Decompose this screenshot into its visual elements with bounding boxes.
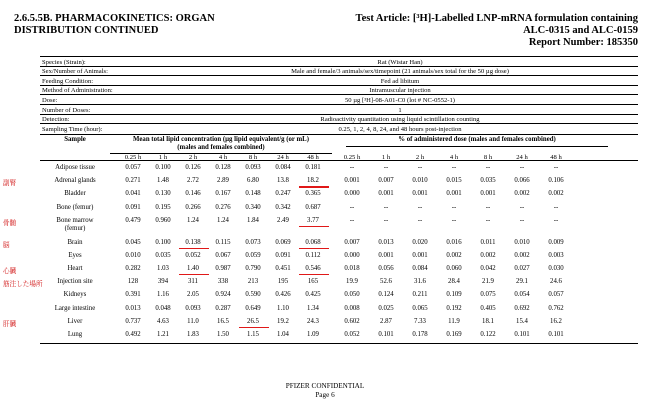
section-title-line2: DISTRIBUTION CONTINUED <box>14 25 159 36</box>
concentration-cell: 0.048 <box>155 304 171 312</box>
concentration-cell: 0.138 <box>185 238 201 246</box>
concentration-cell: 0.425 <box>305 291 321 299</box>
percent-cell: 0.054 <box>514 291 530 299</box>
percent-cell: 0.762 <box>548 304 564 312</box>
study-info-value: Rat (Wistar Han) <box>377 58 423 66</box>
percent-cell: -- <box>417 216 423 224</box>
percent-cell: 0.101 <box>548 331 564 338</box>
percent-cell: 0.001 <box>412 190 428 198</box>
concentration-cell: 0.067 <box>215 251 231 259</box>
percent-cell: 0.015 <box>446 177 462 185</box>
tissue-name: Bone marrow <box>56 216 94 224</box>
concentration-cell: 1.16 <box>157 291 169 299</box>
percent-cell: 0.020 <box>412 238 428 246</box>
concentration-cell: 0.960 <box>155 216 171 224</box>
concentration-cell: 0.041 <box>125 190 141 198</box>
timepoint-header: 1 h <box>158 154 168 161</box>
percent-cell: -- <box>349 216 355 224</box>
study-info-label: Sampling Time (hour): <box>42 125 103 133</box>
concentration-cell: 0.126 <box>185 164 201 171</box>
percent-cell: 0.001 <box>344 177 360 185</box>
percent-cell: 0.178 <box>412 331 428 338</box>
concentration-subheader: (males and females combined) <box>177 144 265 151</box>
percent-cell: 0.018 <box>344 265 360 272</box>
tissue-name: Heart <box>67 265 83 272</box>
timepoint-header: 2 h <box>415 154 425 161</box>
study-info-value: 0.25, 1, 2, 4, 8, 24, and 48 hours post-injection <box>338 125 462 133</box>
percent-cell: 0.109 <box>446 291 462 299</box>
percent-cell: 52.6 <box>380 278 392 286</box>
test-article-line1: Test Article: [³H]-Labelled LNP-mRNA formulation containing <box>355 13 638 24</box>
concentration-cell: 0.091 <box>125 203 141 211</box>
concentration-cell: 0.181 <box>305 164 321 171</box>
percent-cell: -- <box>519 164 525 171</box>
percent-cell: 0.025 <box>378 304 394 312</box>
percent-cell: 0.042 <box>480 265 496 272</box>
concentration-cell: 0.266 <box>185 203 201 211</box>
concentration-cell: 0.282 <box>125 265 141 272</box>
timepoint-header: 24 h <box>277 154 289 161</box>
percent-cell: -- <box>349 203 355 211</box>
concentration-cell: 0.479 <box>125 216 141 224</box>
concentration-cell: 0.687 <box>305 203 321 211</box>
concentration-cell: 0.590 <box>245 291 261 299</box>
concentration-cell: 19.2 <box>277 317 289 325</box>
percent-cell: 0.075 <box>480 291 496 299</box>
percent-cell: 29.1 <box>516 278 528 286</box>
percent-cell: 0.050 <box>344 291 360 299</box>
percent-cell: 15.4 <box>516 317 528 325</box>
percent-cell: 0.007 <box>344 238 360 246</box>
percent-cell: 0.056 <box>378 265 394 272</box>
concentration-cell: 0.010 <box>125 251 141 259</box>
timepoint-header: 24 h <box>516 154 528 161</box>
concentration-cell: 0.146 <box>185 190 201 198</box>
timepoint-header: 4 h <box>449 154 459 161</box>
percent-cell: 0.027 <box>514 265 530 272</box>
concentration-cell: 1.84 <box>247 216 259 224</box>
red-underline-annotation <box>179 248 209 249</box>
concentration-cell: 394 <box>157 278 169 286</box>
study-info-value: 1 <box>398 106 402 114</box>
concentration-cell: 0.426 <box>275 291 291 299</box>
percent-cell: 0.010 <box>412 177 428 185</box>
timepoint-header: 4 h <box>218 154 228 161</box>
percent-cell: 0.065 <box>412 304 428 312</box>
concentration-cell: 0.451 <box>275 265 291 272</box>
percent-cell: 0.211 <box>412 291 428 299</box>
confidential-label: PFIZER CONFIDENTIAL <box>285 382 365 390</box>
footer <box>0 382 650 400</box>
concentration-cell: 0.084 <box>275 164 291 171</box>
percent-cell: -- <box>485 164 491 171</box>
concentration-cell: 0.546 <box>305 265 321 272</box>
concentration-cell: 0.287 <box>215 304 231 312</box>
concentration-cell: 24.3 <box>307 317 319 325</box>
study-info-label: Detection: <box>42 116 70 124</box>
red-underline-annotation <box>299 226 329 227</box>
study-info-value: Intramuscular injection <box>369 87 431 95</box>
concentration-cell: 1.34 <box>307 304 319 312</box>
timepoint-header: 1 h <box>381 154 391 161</box>
tissue-name: Liver <box>67 317 83 325</box>
concentration-cell: 1.03 <box>157 265 169 272</box>
percent-cell: -- <box>349 164 355 171</box>
percent-cell: 0.002 <box>514 190 530 198</box>
percent-dose-header: % of administered dose (males and females combined) <box>398 136 556 143</box>
concentration-cell: 0.057 <box>125 164 141 171</box>
percent-cell: 0.002 <box>514 251 530 259</box>
percent-cell: 0.124 <box>378 291 394 299</box>
percent-cell: 0.122 <box>480 331 496 338</box>
concentration-cell: 26.5 <box>247 317 259 325</box>
concentration-cell: 4.63 <box>157 317 169 325</box>
percent-cell: 0.060 <box>446 265 462 272</box>
tissue-name: Adipose tissue <box>55 164 95 171</box>
concentration-cell: 0.052 <box>185 251 201 259</box>
concentration-cell: 0.115 <box>215 238 231 246</box>
percent-cell: 0.192 <box>446 304 462 312</box>
red-underline-annotation <box>299 274 329 275</box>
concentration-cell: 0.987 <box>215 265 231 272</box>
concentration-cell: 0.059 <box>245 251 261 259</box>
handwritten-note: 心臓 <box>3 267 17 275</box>
percent-cell: 0.052 <box>344 331 360 338</box>
percent-cell: 28.4 <box>448 278 460 286</box>
percent-cell: -- <box>553 203 559 211</box>
concentration-cell: 2.49 <box>277 216 289 224</box>
percent-cell: -- <box>383 164 389 171</box>
percent-cell: 0.013 <box>378 238 394 246</box>
tissue-name-continued: (femur) <box>64 225 86 233</box>
concentration-cell: 0.045 <box>125 238 141 246</box>
concentration-cell: 0.035 <box>155 251 171 259</box>
study-info-label: Method of Administration: <box>42 87 113 95</box>
percent-cell: -- <box>451 203 457 211</box>
percent-cell: 18.1 <box>482 317 494 325</box>
concentration-cell: 1.10 <box>277 304 289 312</box>
concentration-cell: 1.50 <box>217 331 229 338</box>
report-number: Report Number: 185350 <box>528 37 638 48</box>
percent-cell: 0.101 <box>378 331 394 338</box>
percent-cell: -- <box>519 216 525 224</box>
sample-header: Sample <box>64 136 86 143</box>
percent-cell: 0.010 <box>514 238 530 246</box>
concentration-cell: 0.492 <box>125 331 141 338</box>
percent-cell: 0.602 <box>344 317 360 325</box>
timepoint-header: 8 h <box>483 154 493 161</box>
percent-cell: -- <box>485 203 491 211</box>
study-info-value: 50 µg [³H]-08-A01-C0 (lot # NC-0552-1) <box>345 96 455 104</box>
handwritten-note: 脳 <box>3 240 10 249</box>
tissue-name: Injection site <box>57 278 93 286</box>
table-top-rule <box>40 134 638 135</box>
concentration-cell: 213 <box>247 278 259 286</box>
concentration-cell: 1.83 <box>187 331 199 338</box>
concentration-cell: 2.89 <box>217 177 229 185</box>
percent-cell: 0.057 <box>548 291 564 299</box>
red-underline-annotation <box>299 248 329 249</box>
percent-cell: 0.002 <box>480 251 496 259</box>
concentration-cell: 311 <box>188 278 198 286</box>
concentration-cell: 3.77 <box>307 216 319 224</box>
percent-cell: 0.008 <box>344 304 360 312</box>
study-info-label: Sex/Number of Animals: <box>42 68 108 76</box>
percent-cell: 0.084 <box>412 265 428 272</box>
concentration-cell: 0.924 <box>215 291 231 299</box>
concentration-cell: 0.167 <box>215 190 231 198</box>
concentration-cell: 0.068 <box>305 238 321 246</box>
percent-cell: 11.9 <box>448 317 460 325</box>
concentration-cell: 0.100 <box>155 164 171 171</box>
concentration-cell: 0.247 <box>275 190 291 198</box>
percent-cell: 0.035 <box>480 177 496 185</box>
table-bottom-rule <box>40 343 638 344</box>
percent-cell: 7.33 <box>414 317 426 325</box>
concentration-cell: 0.091 <box>275 251 291 259</box>
study-info-label: Number of Doses: <box>42 106 91 114</box>
concentration-cell: 18.2 <box>307 177 319 185</box>
percent-cell: 0.066 <box>514 177 530 185</box>
percent-cell: -- <box>451 216 457 224</box>
study-info-label: Feeding Condition: <box>42 77 94 85</box>
concentration-cell: 1.09 <box>307 331 319 338</box>
timepoint-header: 0.25 h <box>343 154 361 161</box>
percent-cell: 0.002 <box>548 190 564 198</box>
concentration-cell: 338 <box>217 278 229 286</box>
percent-cell: 0.016 <box>446 238 462 246</box>
percent-cell: 0.405 <box>480 304 496 312</box>
percent-cell: -- <box>417 203 423 211</box>
tissue-name: Eyes <box>68 251 82 259</box>
concentration-cell: 0.195 <box>155 203 171 211</box>
concentration-cell: 0.649 <box>245 304 261 312</box>
concentration-cell: 13.8 <box>277 177 289 185</box>
percent-cell: -- <box>383 203 389 211</box>
tissue-name: Kidneys <box>63 291 87 299</box>
percent-cell: 0.101 <box>514 331 530 338</box>
concentration-cell: 0.340 <box>245 203 261 211</box>
percent-cell: 0.003 <box>548 251 564 259</box>
percent-cell: -- <box>451 164 457 171</box>
handwritten-note: 筋注した場所 <box>3 280 43 289</box>
concentration-cell: 1.40 <box>187 265 199 272</box>
percent-cell: -- <box>383 216 389 224</box>
concentration-header: Mean total lipid concentration (µg lipid equivalent/g (or mL) <box>133 136 309 143</box>
concentration-cell: 0.737 <box>125 317 141 325</box>
tissue-name: Lung <box>67 331 83 338</box>
percent-cell: 0.692 <box>514 304 530 312</box>
percent-cell: 0.009 <box>548 238 564 246</box>
percent-cell: 0.169 <box>446 331 462 338</box>
concentration-cell: 0.342 <box>275 203 291 211</box>
concentration-cell: 0.112 <box>305 251 321 259</box>
percent-cell: 0.001 <box>378 190 394 198</box>
test-article-line2: ALC-0315 and ALC-0159 <box>523 25 638 36</box>
concentration-cell: 0.790 <box>245 265 261 272</box>
percent-cell: -- <box>553 216 559 224</box>
concentration-cell: 2.72 <box>187 177 199 185</box>
study-info-value: Radioactivity quantitation using liquid scintillation counting <box>320 116 480 124</box>
tissue-name: Bladder <box>64 190 86 198</box>
concentration-cell: 0.271 <box>125 177 141 185</box>
handwritten-note: 肝臓 <box>3 319 17 328</box>
concentration-cell: 165 <box>307 278 319 286</box>
concentration-cell: 2.05 <box>187 291 199 299</box>
concentration-cell: 0.276 <box>215 203 231 211</box>
tissue-name: Large intestine <box>54 304 96 312</box>
concentration-cell: 0.069 <box>275 238 291 246</box>
percent-cell: 31.6 <box>414 278 426 286</box>
red-underline-annotation <box>179 274 209 275</box>
study-info-label: Dose: <box>42 96 58 104</box>
percent-cell: 0.007 <box>378 177 394 185</box>
percent-cell: 0.000 <box>344 251 360 259</box>
study-info-value: Male and female/3 animals/sex/timepoint (21 animals/sex total for the 50 µg dose) <box>291 68 509 76</box>
concentration-cell: 0.391 <box>125 291 141 299</box>
percent-cell: 0.030 <box>548 265 564 272</box>
percent-cell: 0.001 <box>412 251 428 259</box>
percent-cell: -- <box>417 164 423 171</box>
percent-underline <box>346 146 608 147</box>
concentration-cell: 0.093 <box>245 164 261 171</box>
timepoint-header: 2 h <box>188 154 198 161</box>
timepoint-header: 48 h <box>550 154 562 161</box>
concentration-cell: 1.04 <box>277 331 289 338</box>
timepoint-header: 48 h <box>307 154 319 161</box>
percent-cell: 16.2 <box>550 317 562 325</box>
percent-cell: -- <box>485 216 491 224</box>
concentration-cell: 1.21 <box>157 331 169 338</box>
percent-cell: 0.000 <box>344 190 360 198</box>
page-number: Page 6 <box>315 391 335 399</box>
concentration-cell: 1.24 <box>217 216 229 224</box>
concentration-cell: 0.365 <box>305 190 321 198</box>
concentration-cell: 128 <box>127 278 139 286</box>
handwritten-note: 副腎 <box>3 179 17 188</box>
concentration-cell: 16.5 <box>217 317 229 325</box>
concentration-cell: 0.093 <box>185 304 201 312</box>
timepoint-header: 0.25 h <box>124 154 142 161</box>
tissue-name: Brain <box>67 238 83 246</box>
percent-cell: -- <box>553 164 559 171</box>
percent-cell: 0.002 <box>446 251 462 259</box>
concentration-cell: 195 <box>277 278 289 286</box>
concentration-cell: 1.15 <box>247 331 259 338</box>
percent-cell: 19.9 <box>346 278 358 286</box>
study-info-value: Fed ad libitum <box>380 77 420 85</box>
percent-cell: 0.001 <box>446 190 462 198</box>
concentration-cell: 0.128 <box>215 164 231 171</box>
percent-cell: -- <box>519 203 525 211</box>
percent-cell: 21.9 <box>482 278 494 286</box>
concentration-cell: 0.013 <box>125 304 141 312</box>
red-underline-annotation <box>299 186 329 187</box>
percent-cell: 0.106 <box>548 177 564 185</box>
percent-cell: 24.6 <box>550 278 562 286</box>
concentration-cell: 6.80 <box>247 177 259 185</box>
percent-cell: 2.87 <box>380 317 392 325</box>
concentration-cell: 0.148 <box>245 190 261 198</box>
tissue-name: Adrenal glands <box>54 177 96 185</box>
percent-cell: 0.011 <box>480 238 496 246</box>
concentration-cell: 1.48 <box>157 177 169 185</box>
percent-cell: 0.001 <box>480 190 496 198</box>
concentration-cell: 0.073 <box>245 238 261 246</box>
concentration-cell: 11.0 <box>187 317 199 325</box>
percent-cell: 0.001 <box>378 251 394 259</box>
concentration-cell: 1.24 <box>187 216 199 224</box>
red-underline-annotation <box>239 327 269 328</box>
section-title-line1: 2.6.5.5B. PHARMACOKINETICS: ORGAN <box>14 13 215 24</box>
concentration-cell: 0.100 <box>155 238 171 246</box>
tissue-name: Bone (femur) <box>56 203 94 211</box>
handwritten-note: 骨髄 <box>3 218 17 227</box>
timepoint-header: 8 h <box>248 154 258 161</box>
concentration-cell: 0.130 <box>155 190 171 198</box>
study-info-label: Species (Strain): <box>42 58 86 66</box>
